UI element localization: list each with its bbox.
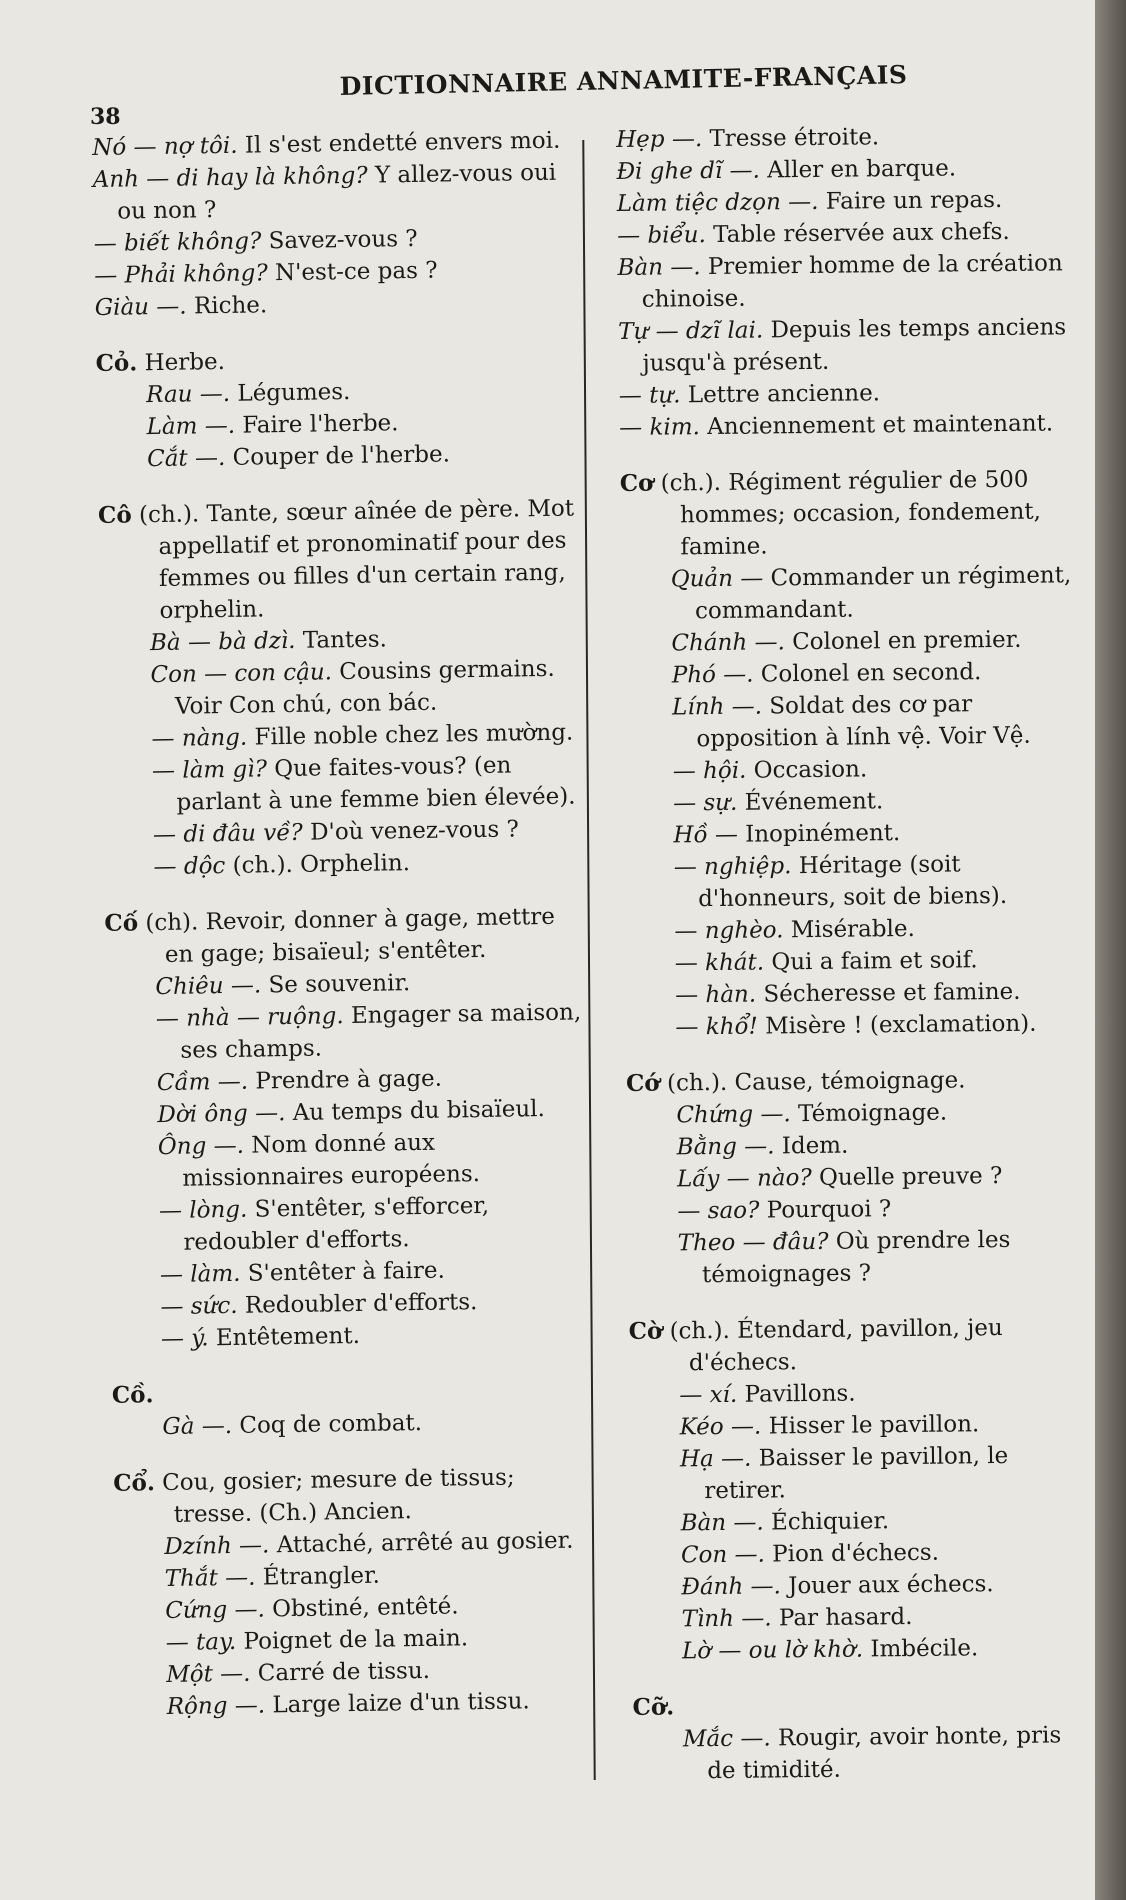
entry-headline — [626, 1063, 1088, 1100]
sub-entry-term: Anh — di hay là không? — [92, 162, 368, 193]
sub-entry — [134, 1124, 589, 1195]
sub-entry-term: — nghiệp. — [673, 853, 792, 881]
sub-entry-term: Làm tiệc dzọn —. — [616, 188, 819, 217]
sub-entry — [653, 1127, 1089, 1164]
sub-entry-term: Mắc —. — [682, 1725, 771, 1753]
sub-entry-term: Bàn —. — [617, 254, 701, 281]
sub-entry — [647, 623, 1083, 660]
entry-headword: Cớ — [625, 1069, 660, 1097]
sub-entry-definition: Cousins germains. Voir Con chú, con bác. — [174, 655, 555, 720]
sub-entry-term: Kéo —. — [679, 1413, 762, 1441]
sub-entry-term: Hạ —. — [679, 1445, 752, 1473]
sub-entry-definition: Faire l'herbe. — [242, 410, 399, 439]
sub-entry-term: — khát. — [674, 949, 765, 977]
sub-entry-definition: Soldat des cơ par opposition à lính vệ. Voir Vệ. — [696, 691, 1031, 753]
sub-entry-definition: Fille noble chez les mường. — [254, 719, 574, 751]
sub-entry-definition: Redoubler d'efforts. — [244, 1289, 478, 1319]
sub-entry — [651, 943, 1087, 980]
sub-entry — [616, 119, 1078, 156]
entry-definition: (ch.). Régiment régulier de 500 hommes; occasion, fondement, famine. — [660, 466, 1042, 561]
sub-entry-definition: Baisser le pavillon, le retirer. — [704, 1442, 1009, 1505]
sub-entry-definition: Au temps du bisaïeul. — [292, 1096, 546, 1126]
dictionary-entry — [632, 1687, 1095, 1788]
sub-entry-definition: Occasion. — [753, 756, 868, 784]
sub-entry-definition: Il s'est endetté envers moi. — [244, 127, 561, 159]
sub-entry — [617, 183, 1079, 220]
sub-entry-definition: Prendre à gage. — [255, 1065, 443, 1095]
page-number: 38 — [90, 104, 121, 130]
sub-entry-term: Quản — — [670, 565, 764, 593]
sub-entry-definition: Commander un régiment, commandant. — [694, 562, 1072, 625]
sub-entry-definition: Légumes. — [237, 378, 351, 407]
sub-entry-term: Tự — dzĩ lai. — [618, 317, 764, 345]
sub-entry — [657, 1535, 1093, 1572]
sub-entry-term: Con —. — [680, 1541, 766, 1569]
entry-headline — [113, 1460, 594, 1532]
entry-headline — [632, 1687, 1094, 1724]
sub-entry-definition: Premier homme de la création chinoise. — [641, 250, 1063, 313]
sub-entry-term: — tự. — [618, 382, 681, 409]
entry-definition: (ch.). Tante, sœur aînée de père. Mot appellatif et pronominatif pour des femmes ou filles d'un certain rang, orphelin. — [138, 495, 575, 624]
sub-entry-term: — kim. — [619, 414, 701, 441]
entry-headline — [628, 1311, 1091, 1380]
sub-entry-definition: Engager sa maison, ses champs. — [180, 999, 582, 1064]
sub-entry-term: Cắt —. — [146, 444, 226, 473]
sub-entry — [652, 1095, 1088, 1132]
sub-entry — [618, 311, 1081, 380]
sub-entry-term: Con — con cậu. — [150, 659, 333, 689]
sub-entry-term: Cứng —. — [165, 1596, 266, 1625]
sub-entry-definition: Depuis les temps anciens jusqu'à présent. — [642, 314, 1067, 377]
sub-entry-term: Lấy — nào? — [676, 1165, 812, 1193]
sub-entry-term: — sức. — [160, 1292, 238, 1321]
running-head: DICTIONNAIRE ANNAMITE-FRANÇAIS — [339, 60, 908, 101]
sub-entry-definition: Carré de tissu. — [257, 1657, 431, 1687]
entry-definition: (ch). Revoir, donner à gage, mettre en gage; bisaïeul; s'entêter. — [145, 903, 556, 968]
sub-entry-definition: Quelle preuve ? — [818, 1163, 1003, 1191]
sub-entry-definition: Pourquoi ? — [766, 1196, 892, 1224]
sub-entry-definition: Savez-vous ? — [268, 225, 418, 255]
sub-entry-term: — khổ! — [675, 1013, 758, 1041]
sub-entry-term: Nó — nợ tôi. — [92, 132, 238, 161]
sub-entry — [138, 1404, 592, 1443]
sub-entry-term: — di đâu về? — [152, 819, 303, 849]
entry-definition: (ch.). Étendard, pavillon, jeu d'échecs. — [669, 1315, 1003, 1377]
sub-entry-term: — dộc — [153, 852, 226, 881]
sub-entry — [650, 847, 1087, 916]
sub-entry-term: Đi ghe dĩ —. — [616, 157, 761, 185]
sub-entry — [126, 652, 581, 723]
sub-entry — [649, 783, 1085, 820]
sub-entry-definition: Tantes. — [302, 626, 388, 654]
sub-entry-definition: Par hasard. — [778, 1603, 913, 1632]
sub-entry-term: Đánh —. — [681, 1573, 781, 1601]
dictionary-entry — [616, 119, 1081, 444]
sub-entry-definition: Colonel en second. — [760, 659, 982, 688]
sub-entry-definition: Héritage (soit d'honneurs, soit de biens). — [697, 851, 1008, 913]
sub-entry-term: — biểu. — [617, 222, 706, 249]
entry-headword: Cổ. — [113, 1469, 156, 1497]
sub-entry-term: Hồ — — [673, 821, 739, 849]
sub-entry-definition: (ch.). Orphelin. — [232, 850, 411, 879]
entry-headword: Cô — [97, 501, 132, 529]
sub-entry-term: Dời ông —. — [157, 1100, 286, 1129]
sub-entry-term: Theo — đâu? — [677, 1228, 829, 1257]
sub-entry-definition: Poignet de la main. — [243, 1625, 469, 1655]
sub-entry — [651, 1007, 1087, 1044]
dictionary-entry — [92, 124, 575, 324]
sub-entry-definition: S'entêter à faire. — [247, 1257, 445, 1287]
entry-headline — [98, 492, 580, 628]
sub-entry-definition: Riche. — [193, 292, 268, 320]
sub-entry — [654, 1223, 1091, 1292]
entry-headword: Cồ. — [111, 1381, 154, 1409]
sub-entry-term: — nhà — ruộng. — [155, 1003, 344, 1033]
sub-entry-definition: Pavillons. — [744, 1380, 856, 1408]
sub-entry-definition: Se souvenir. — [268, 970, 411, 999]
entry-headword: Cố — [104, 909, 139, 937]
sub-entry — [658, 1631, 1094, 1668]
dictionary-entry — [95, 340, 577, 476]
dictionary-entry — [113, 1460, 597, 1724]
sub-entry — [93, 156, 574, 228]
sub-entry-term: Chánh —. — [671, 629, 785, 657]
sub-entry-term: Bằng —. — [676, 1133, 775, 1161]
sub-entry — [648, 655, 1084, 692]
sub-entry-term: Dzính —. — [164, 1532, 270, 1561]
sub-entry — [657, 1567, 1093, 1604]
sub-entry-definition: Échiquier. — [770, 1508, 890, 1536]
sub-entry — [137, 1316, 591, 1355]
sub-entry-term: — sao? — [677, 1197, 760, 1225]
sub-entry-term: Phó —. — [671, 661, 754, 689]
sub-entry-term: — hàn. — [674, 981, 757, 1009]
sub-entry-definition: Misère ! (exclamation). — [765, 1010, 1037, 1040]
sub-entry — [95, 284, 575, 324]
sub-entry — [657, 1599, 1093, 1636]
sub-entry — [659, 1719, 1095, 1788]
sub-entry — [619, 375, 1081, 412]
sub-entry-definition: Sécheresse et famine. — [763, 978, 1021, 1008]
sub-entry-term: Thắt —. — [164, 1564, 256, 1593]
sub-entry-term: Gà —. — [162, 1412, 233, 1441]
sub-entry — [651, 975, 1087, 1012]
sub-entry-definition: Idem. — [781, 1132, 849, 1160]
sub-entry — [617, 247, 1080, 316]
sub-entry-definition: Tresse étroite. — [709, 124, 880, 153]
sub-entry-definition: Inopinément. — [745, 820, 901, 848]
sub-entry-term: Tình —. — [681, 1605, 772, 1633]
sub-entry-definition: Lettre ancienne. — [687, 380, 881, 409]
sub-entry — [616, 151, 1078, 188]
sub-entry-term: Cầm —. — [156, 1068, 249, 1097]
entry-headword: Cỏ. — [95, 349, 138, 377]
dictionary-entry — [112, 1372, 593, 1444]
sub-entry-definition: Étrangler. — [262, 1562, 380, 1591]
sub-entry-term: — tay. — [165, 1628, 237, 1657]
sub-entry-term: Bà — bà dzì. — [149, 627, 296, 657]
sub-entry-term: — nàng. — [151, 724, 248, 753]
sub-entry-definition: Rougir, avoir honte, pris de timidité. — [707, 1722, 1062, 1785]
sub-entry-definition: S'entêter, s'efforcer, redoubler d'efforts. — [183, 1192, 490, 1256]
entry-headline — [620, 463, 1083, 564]
sub-entry — [655, 1407, 1091, 1444]
sub-entry-definition: D'où venez-vous ? — [309, 816, 520, 846]
entry-definition: Cou, gosier; mesure de tissus; tresse. (Ch.) Ancien. — [161, 1464, 515, 1528]
sub-entry — [123, 436, 577, 475]
sub-entry-definition: Couper de l'herbe. — [232, 441, 451, 471]
sub-entry — [648, 687, 1085, 756]
sub-entry — [653, 1159, 1089, 1196]
sub-entry — [129, 844, 583, 883]
sub-entry-term: — hội. — [672, 757, 747, 785]
sub-entry-term: — làm gì? — [151, 756, 268, 785]
dictionary-entry — [620, 463, 1088, 1044]
entry-definition: Herbe. — [144, 348, 226, 377]
sub-entry-term: — nghèo. — [674, 917, 784, 945]
sub-entry-term: Bàn —. — [680, 1509, 764, 1537]
sub-entry — [649, 751, 1085, 788]
sub-entry-definition: Faire un repas. — [825, 186, 1003, 215]
sub-entry-term: Làm —. — [146, 412, 236, 441]
sub-entry-definition: Misérable. — [790, 915, 915, 944]
sub-entry-definition: Qui a faim et soif. — [771, 947, 978, 976]
entry-headword: Cơ — [619, 469, 654, 497]
sub-entry-term: Một —. — [166, 1660, 251, 1689]
sub-entry — [650, 911, 1086, 948]
sub-entry-definition: Y allez-vous oui ou non ? — [117, 159, 557, 225]
entry-definition: (ch.). Cause, témoignage. — [666, 1067, 966, 1097]
sub-entry-definition: Colonel en premier. — [791, 626, 1022, 656]
entry-headline — [104, 900, 585, 972]
sub-entry-definition: Pion d'échecs. — [772, 1539, 940, 1568]
sub-entry-term: — xí. — [679, 1381, 738, 1409]
sub-entry — [647, 559, 1084, 628]
sub-entry-term: — ý. — [160, 1325, 209, 1353]
sub-entry — [656, 1439, 1093, 1508]
sub-entry-definition: Jouer aux échecs. — [788, 1571, 994, 1600]
dictionary-entry — [626, 1063, 1090, 1292]
sub-entry — [655, 1375, 1091, 1412]
entry-headword: Cỡ. — [632, 1693, 675, 1721]
sub-entry-definition: Table réservée aux chefs. — [713, 218, 1010, 248]
sub-entry — [132, 996, 587, 1067]
sub-entry-definition: Anciennement et maintenant. — [707, 410, 1054, 441]
sub-entry-term: — Phải không? — [94, 260, 268, 289]
sub-entry — [617, 215, 1079, 252]
right-column — [616, 119, 1095, 1812]
sub-entry-definition: Que faites-vous? (en parlant à une femme bien élevée). — [176, 752, 576, 816]
sub-entry-definition: Attaché, arrêté au gosier. — [276, 1527, 574, 1559]
dictionary-entry — [104, 900, 591, 1355]
sub-entry-definition: Événement. — [744, 788, 884, 816]
dictionary-entry — [628, 1311, 1094, 1668]
sub-entry-term: Chứng —. — [676, 1101, 791, 1129]
entry-headword: Cờ — [628, 1317, 663, 1345]
sub-entry-definition: Large laize d'un tissu. — [272, 1688, 530, 1719]
dictionary-entry — [98, 492, 584, 883]
sub-entry — [649, 815, 1085, 852]
sub-entry-term: Lờ — ou lờ khờ. — [681, 1636, 864, 1665]
sub-entry-term: — lòng. — [158, 1196, 248, 1225]
sub-entry-definition: Entêtement. — [215, 1322, 361, 1352]
sub-entry-definition: Témoignage. — [797, 1099, 948, 1128]
sub-entry-definition: Imbécile. — [870, 1635, 979, 1663]
sub-entry-definition: Hisser le pavillon. — [768, 1411, 980, 1440]
sub-entry — [135, 1188, 590, 1259]
sub-entry — [143, 1684, 597, 1723]
sub-entry — [653, 1191, 1089, 1228]
sub-entry-term: Hẹp —. — [616, 126, 703, 153]
sub-entry-term: — biết không? — [93, 228, 262, 257]
sub-entry — [128, 748, 583, 819]
sub-entry-term: Giàu —. — [94, 293, 187, 321]
sub-entry-definition: Obstiné, entêté. — [271, 1593, 459, 1623]
left-column — [92, 124, 597, 1747]
sub-entry-term: Rộng —. — [166, 1692, 266, 1721]
sub-entry — [619, 407, 1081, 444]
sub-entry-term: Lính —. — [671, 693, 763, 721]
sub-entry-term: Ông —. — [157, 1132, 245, 1161]
sub-entry-term: Chiêu —. — [155, 972, 262, 1001]
sub-entry-term: — sự. — [672, 789, 738, 817]
sub-entry-term: — làm. — [159, 1260, 241, 1289]
sub-entry-definition: Nom donné aux missionnaires européens. — [182, 1129, 481, 1192]
page-edge — [1095, 0, 1126, 1900]
sub-entry-definition: Coq de combat. — [239, 1409, 423, 1439]
sub-entry-term: Rau —. — [145, 380, 231, 409]
sub-entry-definition: Où prendre les témoignages ? — [701, 1226, 1011, 1289]
sub-entry-definition: N'est-ce pas ? — [274, 257, 438, 287]
sub-entry-definition: Aller en barque. — [767, 155, 957, 184]
sub-entry — [656, 1503, 1092, 1540]
